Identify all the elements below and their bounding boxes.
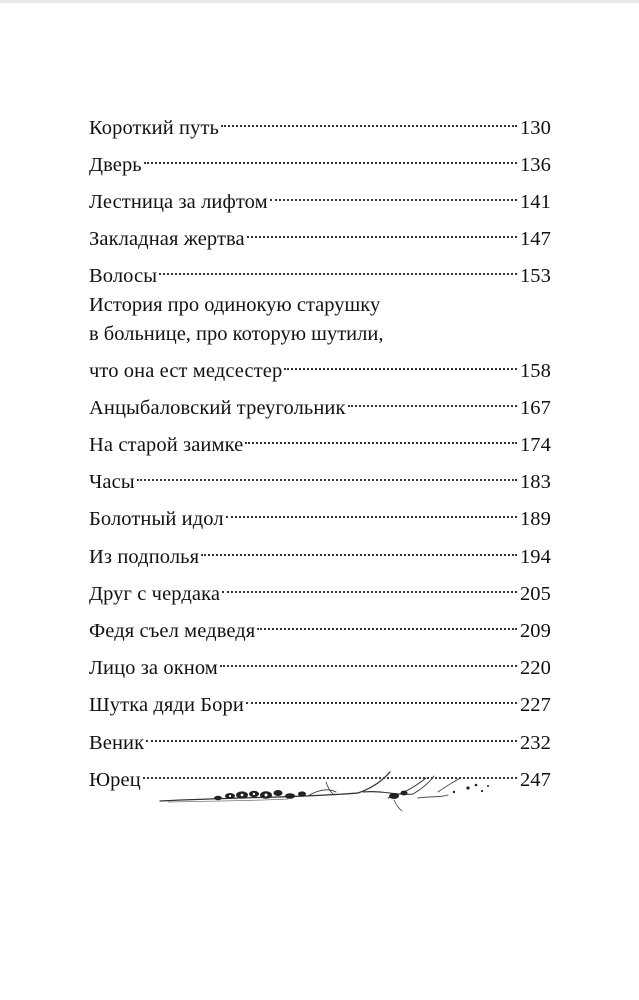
toc-entry-page: 153 (519, 265, 551, 288)
toc-entry[interactable] (89, 105, 551, 142)
toc-entry[interactable] (89, 385, 551, 422)
toc-entry[interactable] (89, 534, 551, 571)
toc-entry-title: Короткий путь (89, 116, 219, 139)
dot-leader (348, 385, 517, 414)
toc-entry-title-line: в больнице, про которую шутили, (89, 322, 384, 345)
toc-entry-title: Друг с чердака (89, 582, 221, 605)
toc-entry-page: 167 (519, 396, 551, 419)
toc-entry[interactable] (89, 497, 551, 534)
toc-entry-title: Анцыбаловский треугольник (89, 396, 346, 419)
dot-leader (257, 608, 517, 637)
toc-entry-title: Болотный идол (89, 508, 224, 531)
toc-entry[interactable] (89, 571, 551, 608)
toc-entry-title: Шутка дяди Бори (89, 694, 244, 717)
toc-entry-page: 247 (519, 768, 551, 791)
toc-entry-page: 209 (519, 620, 551, 643)
toc-entry-page: 232 (519, 731, 551, 754)
toc-entry-title: Закладная жертва (89, 228, 245, 251)
toc-entry-multiline[interactable] (89, 291, 551, 385)
toc-entry[interactable] (89, 217, 551, 254)
toc-entry-page: 205 (519, 582, 551, 605)
dot-leader (137, 460, 517, 489)
dot-leader (246, 683, 517, 712)
dot-leader (201, 534, 517, 563)
toc-entry-title: Из подполья (89, 545, 200, 568)
toc-entry-title: На старой заимке (89, 434, 244, 457)
toc-entry-page: 183 (519, 471, 551, 494)
toc-entry[interactable] (89, 683, 551, 720)
dot-leader (222, 571, 517, 600)
toc-entry[interactable] (89, 142, 551, 179)
toc-entry-page: 189 (519, 508, 551, 531)
toc-entry[interactable] (89, 720, 551, 757)
toc-entry-title: Веник (89, 731, 145, 754)
toc-entry-title: что она ест медсестер (89, 359, 283, 382)
toc-entry[interactable] (89, 254, 551, 291)
toc-entry-title: Часы (89, 471, 135, 494)
dot-leader (245, 423, 517, 452)
dot-leader (247, 217, 517, 246)
dot-leader (226, 497, 517, 526)
botanical-sprig-icon (158, 768, 498, 818)
toc-entry-title: Юрец (89, 768, 141, 791)
toc-entry-page: 158 (519, 359, 551, 382)
table-of-contents (89, 105, 551, 794)
dot-leader (146, 720, 517, 749)
toc-entry-title: Волосы (89, 265, 158, 288)
toc-entry[interactable] (89, 608, 551, 645)
dot-leader (221, 105, 517, 134)
toc-entry-page: 147 (519, 228, 551, 251)
toc-entry-title-line: История про одинокую старушку (89, 293, 381, 316)
toc-entry[interactable] (89, 460, 551, 497)
toc-entry-page: 194 (519, 545, 551, 568)
toc-entry-page: 141 (519, 190, 551, 213)
toc-entry (89, 348, 551, 385)
dot-leader (144, 142, 517, 171)
toc-entry-title: Федя съел медведя (89, 620, 256, 643)
toc-entry-title: Лицо за окном (89, 657, 218, 680)
page-top-edge (0, 0, 639, 3)
toc-entry[interactable] (89, 179, 551, 216)
toc-entry-title: Дверь (89, 153, 142, 176)
toc-entry-page: 174 (519, 434, 551, 457)
toc-entry-title: Лестница за лифтом (89, 190, 268, 213)
toc-entry[interactable] (89, 423, 551, 460)
toc-entry-page: 130 (519, 116, 551, 139)
toc-entry-page: 220 (519, 657, 551, 680)
toc-entry[interactable] (89, 646, 551, 683)
dot-leader (220, 646, 517, 675)
toc-entry-page: 227 (519, 694, 551, 717)
dot-leader (270, 179, 517, 208)
dot-leader (284, 348, 517, 377)
toc-entry-page: 136 (519, 153, 551, 176)
dot-leader (159, 254, 517, 283)
